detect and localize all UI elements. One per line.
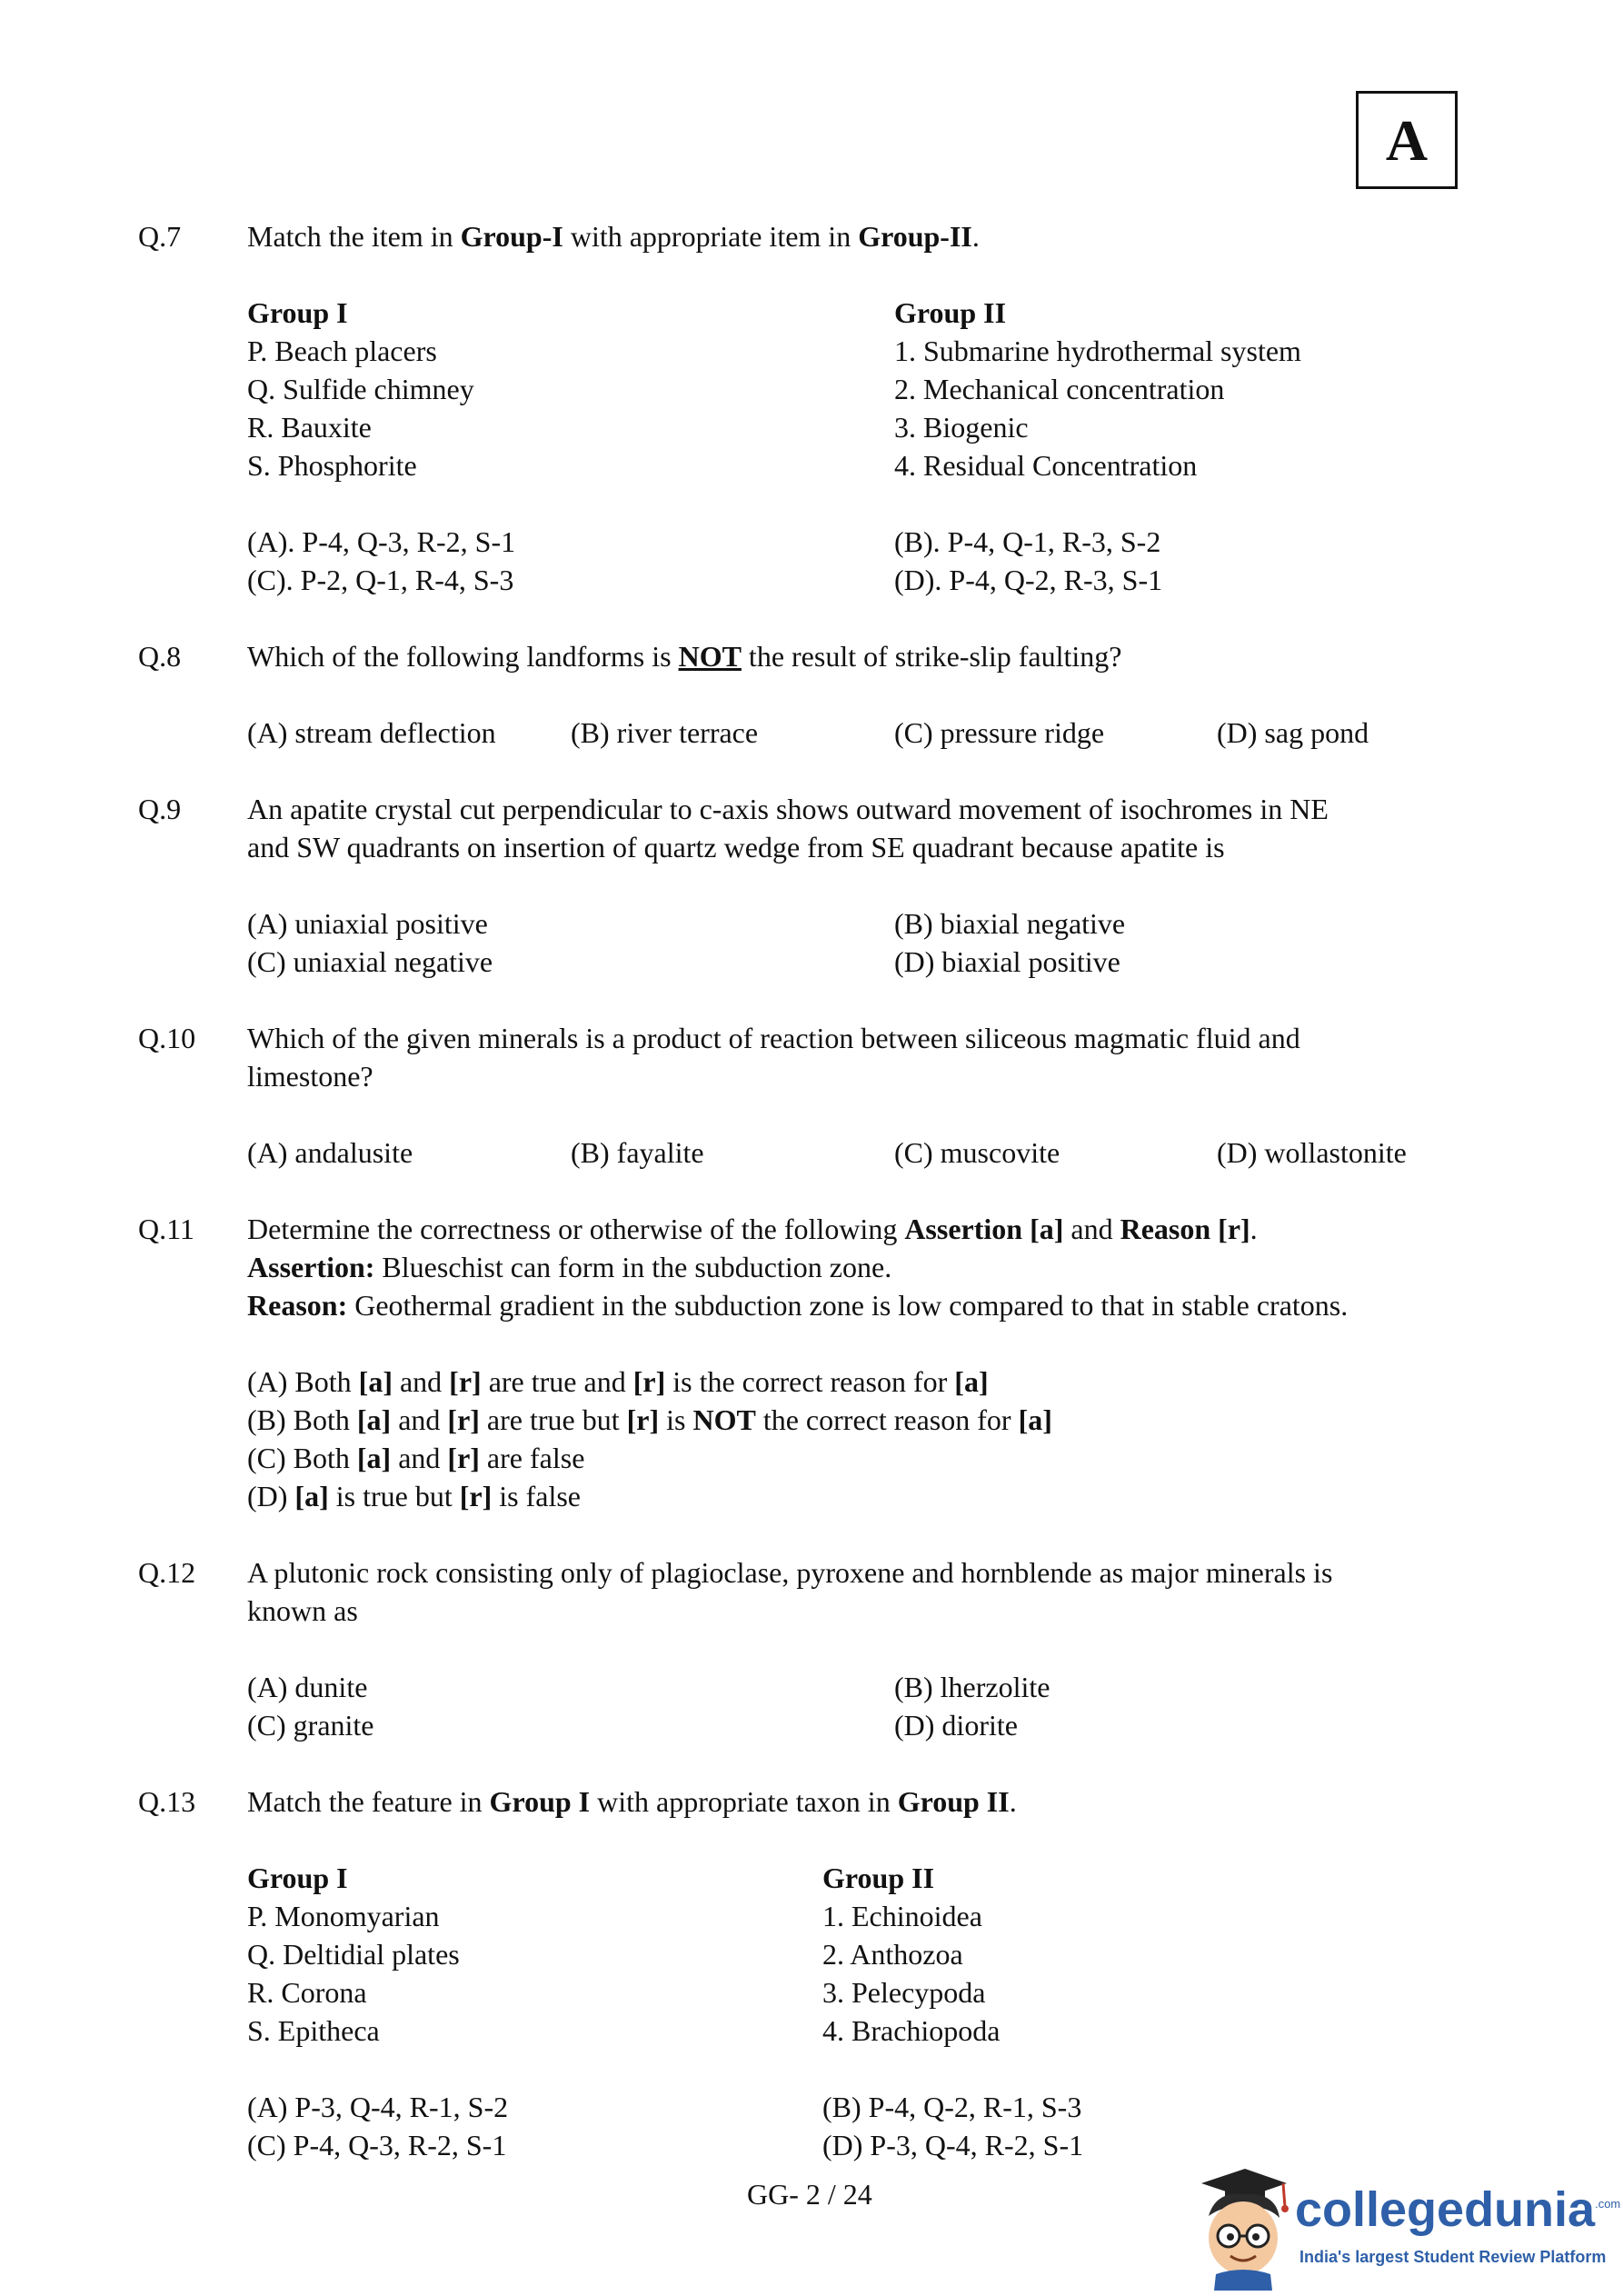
question-stem: Determine the correctness or otherwise of the following Assertion [a] and Reason [r]. (247, 1213, 1258, 1245)
option-a: (A) andalusite (247, 1136, 413, 1169)
question-stem-line: Which of the given minerals is a product of reaction between siliceous magmatic fluid and (247, 1022, 1300, 1054)
option-a: (A) P-3, Q-4, R-1, S-2 (247, 2091, 509, 2123)
option-a: (A) uniaxial positive (247, 907, 488, 940)
option-c: (C) Both [a] and [r] are false (247, 1442, 585, 1474)
set-code: A (1385, 108, 1429, 173)
brand-domain: .com (1595, 2197, 1621, 2211)
group-2-item: 4. Residual Concentration (894, 449, 1198, 482)
group-1-item: P. Beach placers (247, 334, 437, 367)
option-d: (D). P-4, Q-2, R-3, S-1 (894, 564, 1163, 596)
option-b: (B). P-4, Q-1, R-3, S-2 (894, 525, 1161, 558)
question-stem: Match the feature in Group I with appropriate taxon in Group II. (247, 1785, 1017, 1818)
option-c: (C) uniaxial negative (247, 945, 493, 978)
group-2-item: 3. Biogenic (894, 411, 1029, 444)
option-d: (D) biaxial positive (894, 945, 1120, 978)
option-b: (B) biaxial negative (894, 907, 1126, 940)
reason-line: Reason: Geothermal gradient in the subduction zone is low compared to that in stable cratons. (247, 1289, 1349, 1322)
page-number: GG- 2 / 24 (747, 2178, 872, 2211)
group-2-item: 3. Pelecypoda (822, 1976, 986, 2009)
option-a: (A) dunite (247, 1671, 368, 1703)
mascot-icon (1189, 2163, 1296, 2291)
option-b: (B) P-4, Q-2, R-1, S-3 (822, 2091, 1082, 2123)
question-number: Q.10 (138, 1022, 196, 1054)
option-c: (C) muscovite (894, 1136, 1060, 1169)
option-d: (D) sag pond (1217, 716, 1369, 749)
group-1-heading: Group I (247, 1862, 348, 1894)
group-1-item: P. Monomyarian (247, 1900, 440, 1932)
group-2-item: 4. Brachiopoda (822, 2014, 1001, 2047)
question-stem-line: limestone? (247, 1060, 373, 1093)
option-b: (B) lherzolite (894, 1671, 1050, 1703)
option-c: (C). P-2, Q-1, R-4, S-3 (247, 564, 514, 596)
question-number: Q.12 (138, 1556, 196, 1589)
question-set-box (1356, 91, 1458, 189)
group-2-item: 2. Anthozoa (822, 1938, 963, 1971)
question-stem-line: and SW quadrants on insertion of quartz wedge from SE quadrant because apatite is (247, 831, 1225, 863)
option-a: (A). P-4, Q-3, R-2, S-1 (247, 525, 516, 558)
question-number: Q.11 (138, 1213, 194, 1245)
option-a: (A) Both [a] and [r] are true and [r] is the correct reason for [a] (247, 1365, 989, 1398)
option-b: (B) river terrace (571, 716, 759, 749)
group-1-item: Q. Deltidial plates (247, 1938, 460, 1971)
option-d: (D) [a] is true but [r] is false (247, 1480, 581, 1512)
option-b: (B) Both [a] and [r] are true but [r] is NOT the correct reason for [a] (247, 1403, 1052, 1436)
question-number: Q.13 (138, 1785, 196, 1818)
group-2-heading: Group II (822, 1862, 935, 1894)
assertion-line: Assertion: Blueschist can form in the subduction zone. (247, 1251, 892, 1283)
question-stem-line: A plutonic rock consisting only of plagioclase, pyroxene and hornblende as major minerals is (247, 1556, 1333, 1589)
option-c: (C) granite (247, 1709, 374, 1742)
option-d: (D) wollastonite (1217, 1136, 1407, 1169)
group-1-item: R. Bauxite (247, 411, 372, 444)
option-a: (A) stream deflection (247, 716, 496, 749)
question-number: Q.7 (138, 220, 182, 253)
question-stem-line: An apatite crystal cut perpendicular to c-axis shows outward movement of isochromes in NE (247, 793, 1329, 825)
question-number: Q.8 (138, 640, 182, 673)
option-d: (D) diorite (894, 1709, 1018, 1742)
option-d: (D) P-3, Q-4, R-2, S-1 (822, 2129, 1084, 2161)
question-stem: Match the item in Group-I with appropriate item in Group-II. (247, 220, 980, 253)
brand-tagline: India's largest Student Review Platform (1299, 2248, 1607, 2266)
question-stem-line: known as (247, 1594, 358, 1627)
group-2-item: 1. Echinoidea (822, 1900, 982, 1932)
group-1-item: S. Epitheca (247, 2014, 380, 2047)
group-1-item: R. Corona (247, 1976, 367, 2009)
group-1-item: S. Phosphorite (247, 449, 417, 482)
question-number: Q.9 (138, 793, 182, 825)
group-2-item: 1. Submarine hydrothermal system (894, 334, 1301, 367)
group-1-heading: Group I (247, 296, 348, 329)
option-b: (B) fayalite (571, 1136, 704, 1169)
group-2-item: 2. Mechanical concentration (894, 373, 1225, 405)
question-stem: Which of the following landforms is NOT the result of strike-slip faulting? (247, 640, 1122, 673)
group-1-item: Q. Sulfide chimney (247, 373, 474, 405)
option-c: (C) P-4, Q-3, R-2, S-1 (247, 2129, 507, 2161)
brand-name: collegedunia$^{.com}$ (1295, 2182, 1621, 2237)
option-c: (C) pressure ridge (894, 716, 1105, 749)
group-2-heading: Group II (894, 296, 1007, 329)
